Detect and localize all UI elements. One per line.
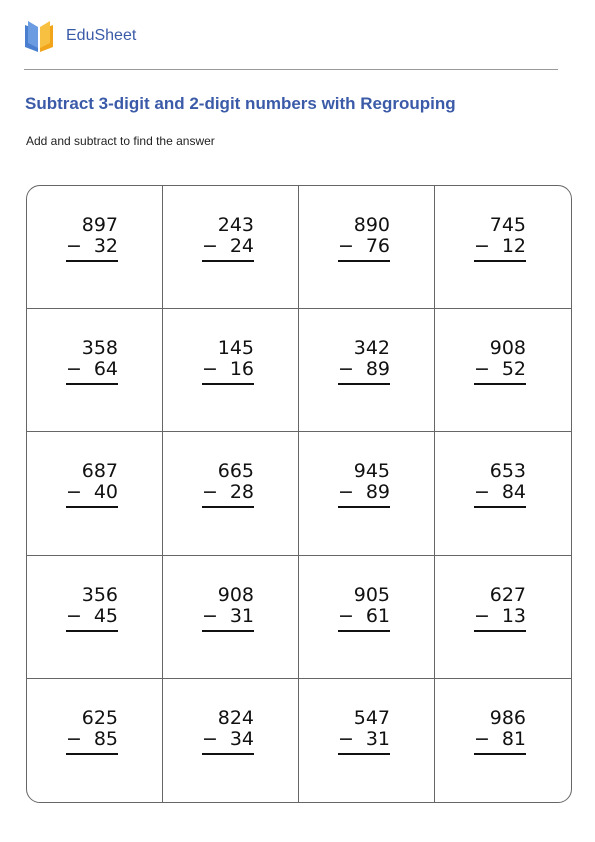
minuend: 145	[217, 337, 254, 360]
subtraction-problem	[474, 461, 526, 508]
answer-line	[66, 383, 118, 385]
problem-cell	[27, 432, 163, 555]
subtrahend: 45	[93, 604, 118, 627]
answer-line	[474, 383, 526, 385]
answer-line	[202, 630, 254, 632]
minus-sign: −	[66, 604, 82, 627]
minuend: 356	[81, 583, 118, 606]
minuend: 358	[81, 337, 118, 360]
answer-line	[474, 753, 526, 755]
worksheet-title: Subtract 3-digit and 2-digit numbers with Regrouping	[25, 94, 456, 113]
minus-sign: −	[474, 358, 490, 381]
subtrahend: 13	[501, 604, 526, 627]
subtrahend: 34	[229, 727, 254, 750]
problem-cell	[299, 186, 435, 309]
minus-sign: −	[338, 604, 354, 627]
answer-line	[338, 506, 390, 508]
subtrahend: 40	[93, 481, 118, 504]
answer-line	[202, 506, 254, 508]
minuend: 627	[489, 583, 526, 606]
subtraction-problem	[474, 338, 526, 385]
answer-line	[66, 753, 118, 755]
answer-line	[202, 383, 254, 385]
minus-sign: −	[338, 235, 354, 257]
minuend: 986	[489, 706, 526, 729]
minuend: 945	[353, 460, 390, 483]
answer-line	[338, 753, 390, 755]
subtraction-problem	[202, 461, 254, 508]
answer-line	[338, 383, 390, 385]
minuend: 745	[489, 214, 526, 236]
subtraction-problem	[66, 338, 118, 385]
problem-cell	[27, 556, 163, 679]
minuend: 243	[217, 214, 254, 236]
subtrahend: 89	[365, 358, 390, 381]
answer-line	[474, 630, 526, 632]
subtrahend: 52	[501, 358, 526, 381]
minus-sign: −	[66, 358, 82, 381]
problem-cell	[435, 556, 571, 679]
problem-cell	[27, 309, 163, 432]
subtraction-problem	[66, 585, 118, 632]
answer-line	[474, 506, 526, 508]
minus-sign: −	[202, 358, 218, 381]
minus-sign: −	[202, 727, 218, 750]
minuend: 665	[217, 460, 254, 483]
problem-cell	[27, 186, 163, 309]
minus-sign: −	[474, 727, 490, 750]
subtraction-problem	[474, 215, 526, 262]
subtrahend: 31	[229, 604, 254, 627]
minus-sign: −	[66, 235, 82, 257]
subtrahend: 84	[501, 481, 526, 504]
worksheet-instruction: Add and subtract to find the answer	[26, 134, 215, 148]
minus-sign: −	[338, 727, 354, 750]
minuend: 908	[489, 337, 526, 360]
problem-cell	[163, 556, 299, 679]
minuend: 547	[353, 706, 390, 729]
problem-cell	[299, 309, 435, 432]
problem-cell	[299, 556, 435, 679]
subtraction-problem	[338, 215, 390, 262]
brand-name: EduSheet	[66, 27, 137, 44]
subtrahend: 32	[93, 235, 118, 257]
minus-sign: −	[474, 235, 490, 257]
subtrahend: 24	[229, 235, 254, 257]
subtraction-problem	[474, 585, 526, 632]
minuend: 890	[353, 214, 390, 236]
answer-line	[202, 260, 254, 262]
problem-cell	[163, 309, 299, 432]
answer-line	[202, 753, 254, 755]
problem-cell	[163, 679, 299, 802]
answer-line	[338, 630, 390, 632]
answer-line	[66, 260, 118, 262]
minus-sign: −	[202, 235, 218, 257]
problem-cell	[163, 186, 299, 309]
subtrahend: 61	[365, 604, 390, 627]
minuend: 687	[81, 460, 118, 483]
problem-grid	[26, 185, 572, 803]
subtraction-problem	[474, 708, 526, 755]
minus-sign: −	[202, 604, 218, 627]
subtrahend: 12	[501, 235, 526, 257]
subtrahend: 16	[229, 358, 254, 381]
open-book-icon	[24, 19, 54, 53]
minus-sign: −	[474, 604, 490, 627]
subtraction-problem	[202, 585, 254, 632]
answer-line	[66, 506, 118, 508]
subtrahend: 81	[501, 727, 526, 750]
subtrahend: 28	[229, 481, 254, 504]
subtrahend: 89	[365, 481, 390, 504]
minuend: 625	[81, 706, 118, 729]
header-divider	[24, 69, 558, 70]
problem-cell	[299, 679, 435, 802]
subtrahend: 31	[365, 727, 390, 750]
minus-sign: −	[66, 481, 82, 504]
header	[24, 18, 136, 54]
minuend: 342	[353, 337, 390, 360]
minuend: 908	[217, 583, 254, 606]
answer-line	[338, 260, 390, 262]
minuend: 897	[81, 214, 118, 236]
minus-sign: −	[338, 481, 354, 504]
problem-cell	[435, 186, 571, 309]
subtraction-problem	[338, 461, 390, 508]
problem-cell	[163, 432, 299, 555]
minus-sign: −	[338, 358, 354, 381]
problem-cell	[435, 432, 571, 555]
problem-cell	[435, 309, 571, 432]
minus-sign: −	[202, 481, 218, 504]
subtraction-problem	[338, 338, 390, 385]
subtraction-problem	[338, 708, 390, 755]
subtrahend: 85	[93, 727, 118, 750]
answer-line	[474, 260, 526, 262]
minus-sign: −	[66, 727, 82, 750]
subtrahend: 76	[365, 235, 390, 257]
subtraction-problem	[66, 461, 118, 508]
problem-cell	[27, 679, 163, 802]
subtraction-problem	[202, 215, 254, 262]
minuend: 653	[489, 460, 526, 483]
subtraction-problem	[66, 708, 118, 755]
subtrahend: 64	[93, 358, 118, 381]
subtraction-problem	[202, 708, 254, 755]
subtraction-problem	[338, 585, 390, 632]
subtraction-problem	[202, 338, 254, 385]
answer-line	[66, 630, 118, 632]
subtraction-problem	[66, 215, 118, 262]
minuend: 824	[217, 706, 254, 729]
minus-sign: −	[474, 481, 490, 504]
minuend: 905	[353, 583, 390, 606]
problem-cell	[435, 679, 571, 802]
problem-cell	[299, 432, 435, 555]
